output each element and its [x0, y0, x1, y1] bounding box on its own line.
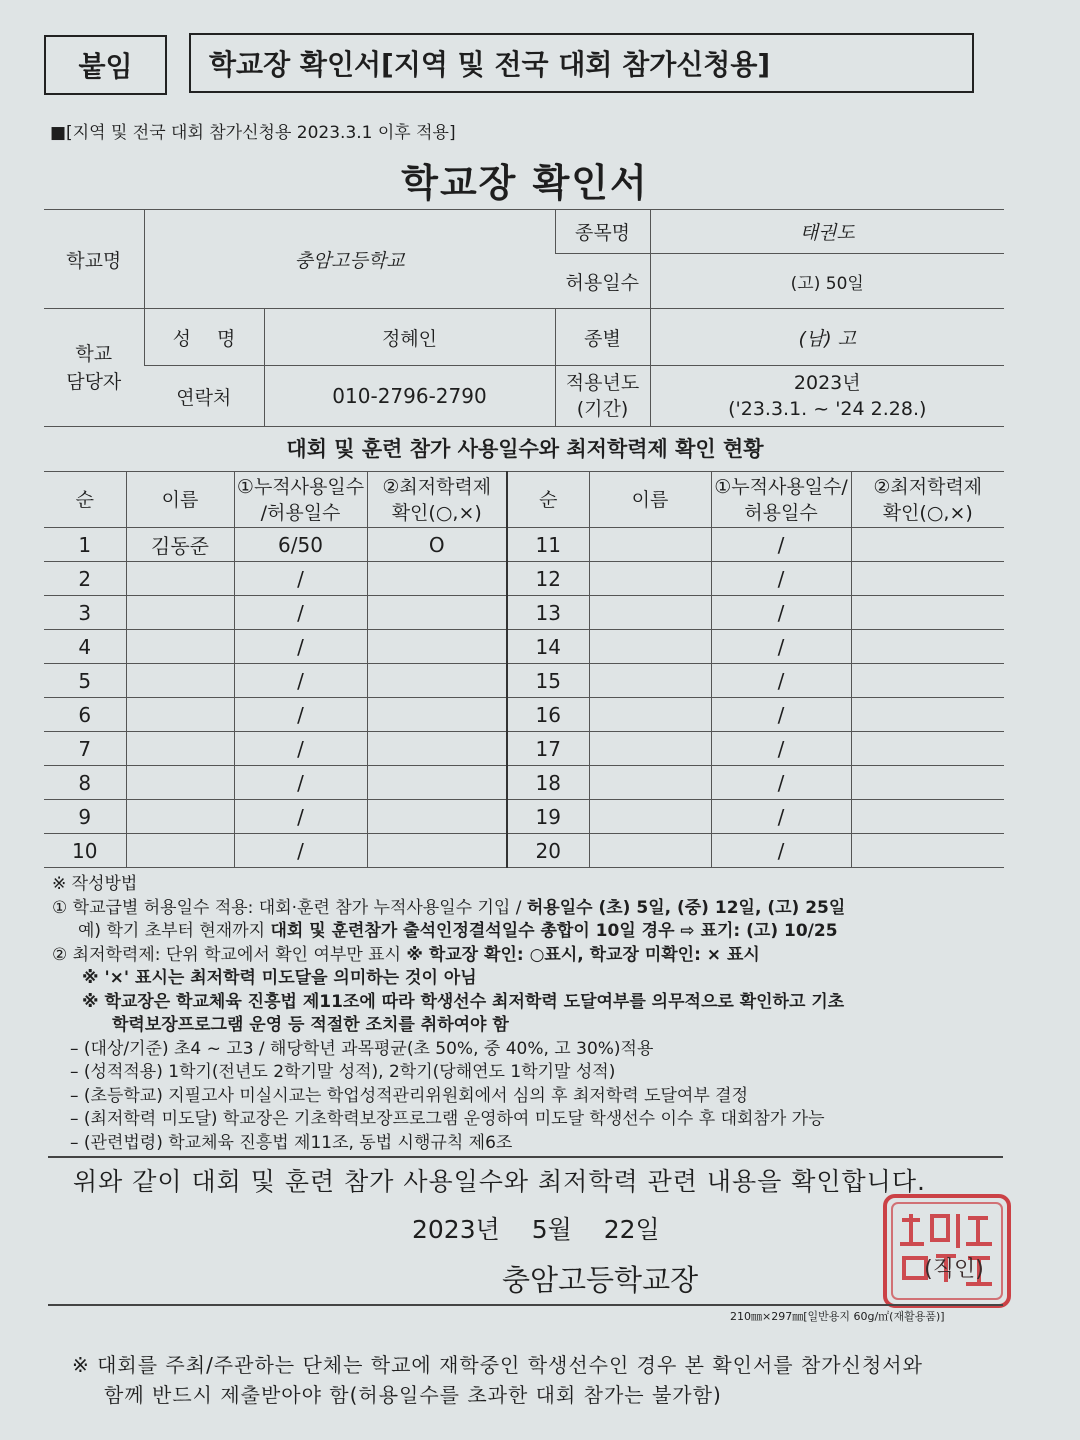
row-days-right: / — [711, 800, 851, 834]
period: ('23.3.1. ~ '24 2.28.) — [728, 398, 927, 420]
note-line-10: – (최저학력 미도달) 학교장은 기초학력보장프로그램 운영하여 미도달 학생선수 이수 후 대회참가 가능 — [70, 1109, 825, 1129]
status-header-row — [44, 472, 1004, 528]
note-line-4: ※ '×' 표시는 최저학력 미도달을 의미하는 것이 아님 — [82, 968, 477, 988]
col-no-right: 순 — [507, 472, 589, 528]
row-check-right — [851, 664, 1004, 698]
table-row — [44, 800, 1004, 834]
row-check — [367, 596, 507, 630]
row-days: / — [234, 630, 367, 664]
row-check — [367, 664, 507, 698]
row-check — [367, 630, 507, 664]
row-check — [367, 834, 507, 868]
note-line-9: – (초등학교) 지필고사 미실시교는 학업성적관리위원회에서 심의 후 최저학력 도달여부 결정 — [70, 1085, 749, 1106]
note-3a: ② 최저학력제: 단위 학교에서 확인 여부만 표시 — [52, 944, 407, 965]
row-name — [126, 834, 234, 868]
row-no: 3 — [44, 596, 126, 630]
row-no: 2 — [44, 562, 126, 596]
row-name-right — [589, 800, 711, 834]
note-line-11: – (관련법령) 학교체육 진흥법 제11조, 동법 시행규칙 제6조 — [70, 1132, 513, 1153]
col-check-right — [851, 472, 1004, 528]
year-label-line1: 적용년도 — [565, 372, 640, 394]
row-name — [126, 732, 234, 766]
row-days-right: / — [711, 766, 851, 800]
row-no-right: 18 — [507, 766, 589, 800]
row-no-right: 13 — [507, 596, 589, 630]
school-value: 충암고등학교 — [144, 210, 555, 309]
row-check-right — [851, 800, 1004, 834]
col-check-line1: ②최저학력제 — [382, 475, 492, 498]
row-days: / — [234, 834, 367, 868]
document-title: 학교장 확인서 — [401, 161, 649, 205]
table-row — [44, 562, 1004, 596]
row-no-right: 11 — [507, 528, 589, 562]
row-name: 김동준 — [126, 528, 234, 562]
note-line-6: 학력보장프로그램 운영 등 적절한 조치를 취하여야 함 — [112, 1015, 509, 1035]
col-days-line2: /허용일수 — [260, 501, 341, 524]
row-days-right: / — [711, 630, 851, 664]
col-days-right-line2: 허용일수 — [744, 501, 818, 524]
row-name-right — [589, 596, 711, 630]
school-label: 학교명 — [44, 210, 144, 309]
row-check: O — [367, 528, 507, 562]
manager-label-line1: 학교 — [75, 342, 113, 365]
row-name-right — [589, 562, 711, 596]
row-no: 6 — [44, 698, 126, 732]
divider-bottom — [48, 1304, 1003, 1306]
row-no: 5 — [44, 664, 126, 698]
status-title: 대회 및 훈련 참가 사용일수와 최저학력제 확인 현황 — [286, 437, 764, 461]
allowed-days-label: 허용일수 — [555, 254, 650, 309]
table-row — [44, 698, 1004, 732]
col-no: 순 — [44, 472, 126, 528]
row-no: 4 — [44, 630, 126, 664]
table-row — [44, 664, 1004, 698]
row-days-right: / — [711, 664, 851, 698]
note-line-8: – (성적적용) 1학기(전년도 2학기말 성적), 2학기(당해연도 1학기말 성적) — [70, 1062, 616, 1082]
row-check-right — [851, 596, 1004, 630]
row-name-right — [589, 834, 711, 868]
row-check — [367, 562, 507, 596]
row-name-right — [589, 630, 711, 664]
col-days-right — [711, 472, 851, 528]
row-name — [126, 562, 234, 596]
col-name-right: 이름 — [589, 472, 711, 528]
info-table — [44, 209, 1004, 427]
status-table — [44, 471, 1004, 868]
col-days-right-line1: ①누적사용일수/ — [714, 475, 848, 498]
footer-note — [72, 1350, 923, 1410]
row-no: 8 — [44, 766, 126, 800]
note-line-7: – (대상/기준) 초4 ~ 고3 / 해당학년 과목평균(초 50%, 중 40%, 고 30%)적용 — [70, 1038, 654, 1059]
row-check-right — [851, 732, 1004, 766]
col-name: 이름 — [126, 472, 234, 528]
row-name — [126, 698, 234, 732]
row-name — [126, 800, 234, 834]
principal-name: 충암고등학교장 — [502, 1263, 699, 1297]
row-days-right: / — [711, 834, 851, 868]
col-check-right-line1: ②최저학력제 — [873, 475, 983, 498]
divider-top — [48, 1156, 1003, 1158]
row-no-right: 15 — [507, 664, 589, 698]
footer-line-2: 함께 반드시 제출받아야 함(허용일수를 초과한 대회 참가는 불가함) — [104, 1383, 722, 1407]
row-days-right: / — [711, 732, 851, 766]
row-check-right — [851, 562, 1004, 596]
note-2b: 대회 및 훈련참가 출석인정결석일수 총합이 10일 경우 ⇨ 표기: (고) 10/25 — [270, 921, 838, 941]
row-days: / — [234, 800, 367, 834]
note-line-2 — [52, 920, 1012, 944]
col-days — [234, 472, 367, 528]
event-value: 태권도 — [650, 210, 1004, 254]
row-check-right — [851, 834, 1004, 868]
row-no: 10 — [44, 834, 126, 868]
row-check-right — [851, 630, 1004, 664]
row-days: / — [234, 766, 367, 800]
table-row — [44, 766, 1004, 800]
row-check — [367, 800, 507, 834]
row-check-right — [851, 766, 1004, 800]
row-name-right — [589, 732, 711, 766]
year: 2023년 — [793, 372, 861, 394]
apply-note: ■[지역 및 전국 대회 참가신청용 2023.3.1 이후 적용] — [50, 123, 456, 143]
row-days: 6/50 — [234, 528, 367, 562]
row-no-right: 16 — [507, 698, 589, 732]
col-check-line2: 확인(○,×) — [391, 501, 482, 524]
footer-line-1: ※ 대회를 주최/주관하는 단체는 학교에 재학중인 학생선수인 경우 본 확인서를 참가신청서와 — [72, 1353, 923, 1377]
table-row — [44, 528, 1004, 562]
paper-spec: 210㎜×297㎜[일반용지 60g/㎡(재활용품)] — [730, 1310, 945, 1323]
row-no-right: 20 — [507, 834, 589, 868]
name-value: 정혜인 — [264, 309, 555, 366]
note-1b: 허용일수 (초) 5일, (중) 12일, (고) 25일 — [526, 897, 846, 918]
row-check — [367, 732, 507, 766]
note-line-3 — [52, 944, 1012, 968]
gender-label: 종별 — [555, 309, 650, 366]
row-no-right: 12 — [507, 562, 589, 596]
row-check-right — [851, 698, 1004, 732]
row-name-right — [589, 528, 711, 562]
row-no-right: 19 — [507, 800, 589, 834]
stamp-note: (직인) — [924, 1257, 984, 1282]
row-no-right: 14 — [507, 630, 589, 664]
notes-heading: ※ 작성방법 — [52, 874, 138, 894]
row-no: 9 — [44, 800, 126, 834]
event-label: 종목명 — [555, 210, 650, 254]
gender-value: (남) 고 — [650, 309, 1004, 366]
manager-label — [44, 309, 144, 427]
row-no-right: 17 — [507, 732, 589, 766]
allowed-days-value: (고) 50일 — [650, 254, 1004, 309]
row-no: 1 — [44, 528, 126, 562]
contact-value: 010-2796-2790 — [264, 366, 555, 427]
table-row — [44, 630, 1004, 664]
col-days-line1: ①누적사용일수 — [236, 475, 365, 498]
row-days: / — [234, 562, 367, 596]
note-line-5: ※ 학교장은 학교체육 진흥법 제11조에 따라 학생선수 최저학력 도달여부를 의무적으로 확인하고 기초 — [82, 991, 845, 1012]
row-days-right: / — [711, 562, 851, 596]
year-value — [650, 366, 1004, 427]
row-no: 7 — [44, 732, 126, 766]
school-seal — [880, 1192, 1014, 1310]
row-check — [367, 698, 507, 732]
table-row — [44, 732, 1004, 766]
row-days: / — [234, 732, 367, 766]
confirm-statement: 위와 같이 대회 및 훈련 참가 사용일수와 최저학력 관련 내용을 확인합니다. — [73, 1167, 926, 1196]
row-check-right — [851, 528, 1004, 562]
col-check — [367, 472, 507, 528]
row-days: / — [234, 664, 367, 698]
row-name-right — [589, 698, 711, 732]
issue-date: 2023년 5월 22일 — [412, 1215, 660, 1244]
header-title: 학교장 확인서[지역 및 전국 대회 참가신청용] — [189, 33, 974, 93]
notes — [52, 873, 1012, 1155]
note-line-1 — [52, 897, 1012, 921]
row-name-right — [589, 664, 711, 698]
table-row — [44, 834, 1004, 868]
row-days: / — [234, 698, 367, 732]
year-label-line2: (기간) — [576, 398, 629, 420]
col-check-right-line2: 확인(○,×) — [882, 501, 973, 524]
year-label — [555, 366, 650, 427]
row-name — [126, 664, 234, 698]
attachment-tag: 붙임 — [44, 35, 167, 95]
row-days-right: / — [711, 698, 851, 732]
manager-label-line2: 담당자 — [66, 370, 122, 393]
row-name — [126, 630, 234, 664]
contact-label: 연락처 — [144, 366, 264, 427]
row-name — [126, 766, 234, 800]
name-label: 성 명 — [144, 309, 264, 366]
table-row — [44, 596, 1004, 630]
row-check — [367, 766, 507, 800]
note-2a: 예) 학기 초부터 현재까지 — [78, 921, 271, 941]
row-name — [126, 596, 234, 630]
row-days-right: / — [711, 596, 851, 630]
note-3b: ※ 학교장 확인: ○표시, 학교장 미확인: × 표시 — [406, 944, 760, 965]
row-days: / — [234, 596, 367, 630]
row-days-right: / — [711, 528, 851, 562]
row-name-right — [589, 766, 711, 800]
note-1a: ① 학교급별 허용일수 적용: 대회·훈련 참가 누적사용일수 기입 / — [52, 897, 527, 918]
